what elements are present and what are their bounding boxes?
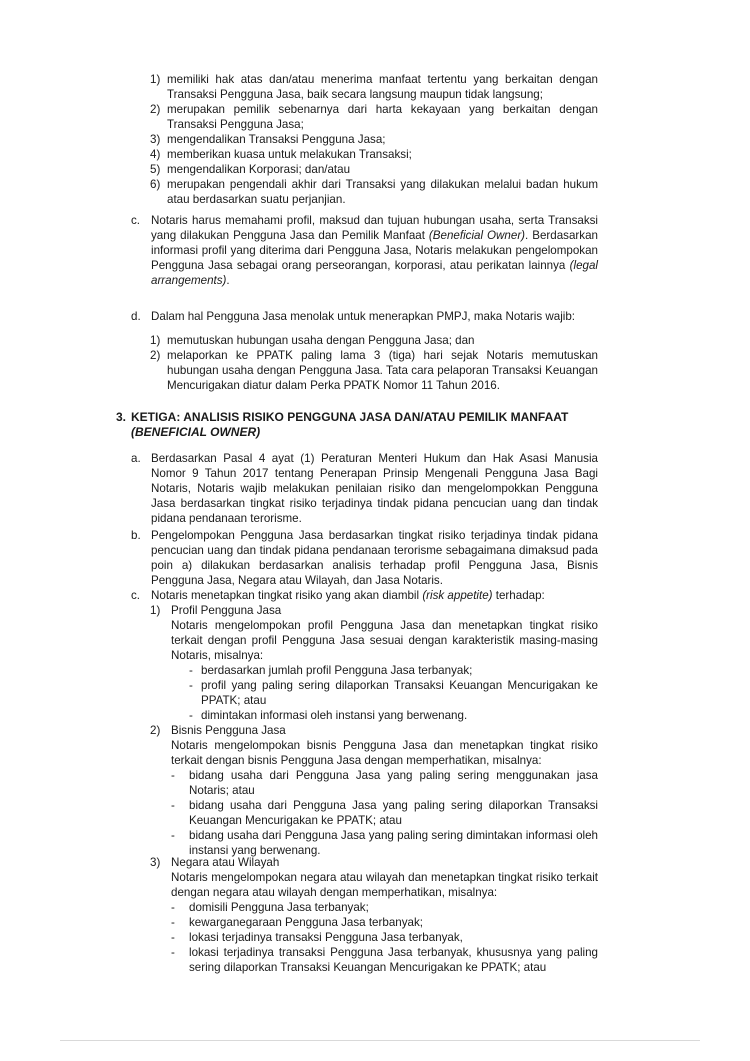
dash-text: bidang usaha dari Pengguna Jasa yang paling sering dimintakan informasi oleh instansi yang berwenang. xyxy=(189,829,598,857)
dash-text: dimintakan informasi oleh instansi yang berwenang. xyxy=(201,709,468,722)
section-number: 3. xyxy=(116,410,127,424)
sub-item-heading: Bisnis Pengguna Jasa xyxy=(171,724,286,737)
section-item-c-italic: (risk appetite) xyxy=(422,589,493,602)
sub-item-negara xyxy=(150,855,598,975)
list-item xyxy=(150,132,598,147)
list-number: 2) xyxy=(150,349,161,362)
list-text: melaporkan ke PPATK paling lama 3 (tiga) hari sejak Notaris memutuskan hubungan usaha dengan Pengguna Jasa. Tata cara pelaporan Transaksi Keuangan Mencurigakan diatur dalam Perka PPATK Nomor 11 Tahun 2016. xyxy=(167,349,598,392)
list-number: 2) xyxy=(150,103,161,116)
dash-item xyxy=(171,900,598,915)
dash-text: lokasi terjadinya transaksi Pengguna Jasa terbanyak, khususnya yang paling sering dilaporkan Transaksi Keuangan Mencurigakan ke PPATK; atau xyxy=(189,946,598,974)
section-item-b xyxy=(131,528,598,588)
item-label: c. xyxy=(131,214,141,227)
dash-text: bidang usaha dari Pengguna Jasa yang paling sering dilaporkan Transaksi Keuangan Mencurigakan ke PPATK; atau xyxy=(189,799,598,827)
section-heading xyxy=(116,410,598,440)
sub-item-bisnis xyxy=(150,723,598,858)
list-number: 5) xyxy=(150,163,161,176)
item-d-sublist xyxy=(150,333,598,393)
list-number: 6) xyxy=(150,178,161,191)
dash-bullet: - xyxy=(189,709,193,722)
dash-list xyxy=(171,768,598,858)
item-c-paragraph xyxy=(151,213,598,288)
list-item xyxy=(150,162,598,177)
dash-list xyxy=(171,900,598,975)
dash-item xyxy=(189,663,598,678)
list-item xyxy=(150,348,598,393)
dash-bullet: - xyxy=(171,946,175,959)
item-c xyxy=(131,213,598,288)
list-number: 4) xyxy=(150,148,161,161)
list-text: merupakan pemilik sebenarnya dari harta kekayaan yang berkaitan dengan Transaksi Pengguna Jasa; xyxy=(167,103,598,131)
list-item xyxy=(150,177,598,207)
page-bottom-rule xyxy=(60,1040,700,1041)
list-text: mengendalikan Korporasi; dan/atau xyxy=(167,163,351,176)
dash-item xyxy=(171,945,598,975)
dash-text: domisili Pengguna Jasa terbanyak; xyxy=(189,901,369,914)
dash-bullet: - xyxy=(171,829,175,842)
dash-bullet: - xyxy=(171,901,175,914)
dash-bullet: - xyxy=(171,931,175,944)
section-item-a xyxy=(131,451,598,526)
list-text: memberikan kuasa untuk melakukan Transaksi; xyxy=(167,148,412,161)
section-item-c-text xyxy=(151,588,598,603)
sub-item-profil xyxy=(150,603,598,723)
section-item-b-text: Pengelompokan Pengguna Jasa berdasarkan tingkat risiko terjadinya tindak pidana pencucian uang dan tindak pidana pendanaan terorisme sebagaimana dimaksud pada poin a) dilakukan berdasarkan analisis terhadap profil Pengguna Jasa, Bisnis Pengguna Jasa, Negara atau Wilayah, dan Jasa Notaris. xyxy=(151,529,598,587)
item-d xyxy=(131,309,598,324)
dash-item xyxy=(171,798,598,828)
dash-bullet: - xyxy=(171,769,175,782)
list-number: 1) xyxy=(150,73,161,86)
dash-text: bidang usaha dari Pengguna Jasa yang paling sering menggunakan jasa Notaris; atau xyxy=(189,769,598,797)
section-subtitle: (BENEFICIAL OWNER) xyxy=(131,425,261,439)
dash-text: berdasarkan jumlah profil Pengguna Jasa terbanyak; xyxy=(201,664,473,677)
sub-item-text: Notaris mengelompokan bisnis Pengguna Jasa dan menetapkan tingkat risiko terkait dengan bisnis Pengguna Jasa dengan memperhatikan, misalnya: xyxy=(171,739,598,767)
dash-bullet: - xyxy=(171,799,175,812)
section-item-c-text-2: terhadap: xyxy=(492,589,545,602)
dash-bullet: - xyxy=(189,679,193,692)
list-text: merupakan pengendali akhir dari Transaksi yang dilakukan melalui badan hukum atau berdasarkan suatu perjanjian. xyxy=(167,178,598,206)
list-item xyxy=(150,147,598,162)
item-c-italic-2: (legal arrangements) xyxy=(151,259,598,287)
dash-bullet: - xyxy=(171,916,175,929)
sub-item-text: Notaris mengelompokan profil Pengguna Jasa dan menetapkan tingkat risiko terkait dengan profil Pengguna Jasa sesuai dengan karakteristik masing-masing Notaris, misalnya: xyxy=(171,619,598,662)
dash-item xyxy=(189,678,598,708)
section-item-a-text: Berdasarkan Pasal 4 ayat (1) Peraturan Menteri Hukum dan Hak Asasi Manusia Nomor 9 Tahun 2017 tentang Penerapan Prinsip Mengenali Pengguna Jasa Bagi Notaris, Notaris wajib melakukan penilaian risiko dan mengelompokkan Pengguna Jasa berdasarkan tingkat risiko terjadinya tindak pidana pencucian uang dan tindak pidana pendanaan terorisme. xyxy=(151,452,598,525)
list-number: 2) xyxy=(150,724,161,737)
item-c-text-3: . xyxy=(226,274,230,287)
sub-item-heading: Profil Pengguna Jasa xyxy=(171,604,282,617)
list-number: 3) xyxy=(150,856,161,869)
section-title: KETIGA: ANALISIS RISIKO PENGGUNA JASA DAN/ATAU PEMILIK MANFAAT xyxy=(131,410,569,424)
item-label: a. xyxy=(131,452,141,465)
item-d-text: Dalam hal Pengguna Jasa menolak untuk menerapkan PMPJ, maka Notaris wajib: xyxy=(151,310,576,323)
list-number: 3) xyxy=(150,133,161,146)
item-label: c. xyxy=(131,589,141,602)
dash-item xyxy=(171,930,598,945)
sub-item-text: Notaris mengelompokan negara atau wilayah dan menetapkan tingkat risiko terkait dengan negara atau wilayah dengan memperhatikan, misalnya: xyxy=(171,871,598,899)
dash-item xyxy=(189,708,598,723)
list-item xyxy=(150,102,598,132)
item-c-italic-1: (Beneficial Owner) xyxy=(428,229,526,242)
dash-item xyxy=(171,915,598,930)
list-item xyxy=(150,72,598,102)
section-item-c xyxy=(131,588,598,603)
list-text: memutuskan hubungan usaha dengan Pengguna Jasa; dan xyxy=(167,334,475,347)
dash-text: lokasi terjadinya transaksi Pengguna Jasa terbanyak, xyxy=(189,931,463,944)
list-item xyxy=(150,333,598,348)
dash-text: profil yang paling sering dilaporkan Transaksi Keuangan Mencurigakan ke PPATK; atau xyxy=(201,679,598,707)
item-c-text-2: . Berdasarkan informasi profil yang diterima dari Pengguna Jasa, Notaris melakukan pengelompokan Pengguna Jasa sebagai orang perseorangan, korporasi, atau perikatan lainnya xyxy=(151,229,598,272)
list-text: memiliki hak atas dan/atau menerima manfaat tertentu yang berkaitan dengan Transaksi Pengguna Jasa, baik secara langsung maupun tidak langsung; xyxy=(167,73,598,101)
list-number: 1) xyxy=(150,334,161,347)
dash-item xyxy=(171,828,598,858)
item-c-text-1: Notaris harus memahami profil, maksud dan tujuan hubungan usaha, serta Transaksi yang dilakukan Pengguna Jasa dan Pemilik Manfaat xyxy=(151,214,598,242)
sub-item-heading: Negara atau Wilayah xyxy=(171,856,280,869)
item-label: d. xyxy=(131,310,141,323)
section-item-c-text-1: Notaris menetapkan tingkat risiko yang akan diambil xyxy=(151,589,423,602)
list-text: mengendalikan Transaksi Pengguna Jasa; xyxy=(167,133,386,146)
dash-list xyxy=(189,663,598,723)
dash-item xyxy=(171,768,598,798)
dash-bullet: - xyxy=(189,664,193,677)
dash-text: kewarganegaraan Pengguna Jasa terbanyak; xyxy=(189,916,423,929)
top-list xyxy=(150,72,598,207)
item-label: b. xyxy=(131,529,141,542)
list-number: 1) xyxy=(150,604,161,617)
